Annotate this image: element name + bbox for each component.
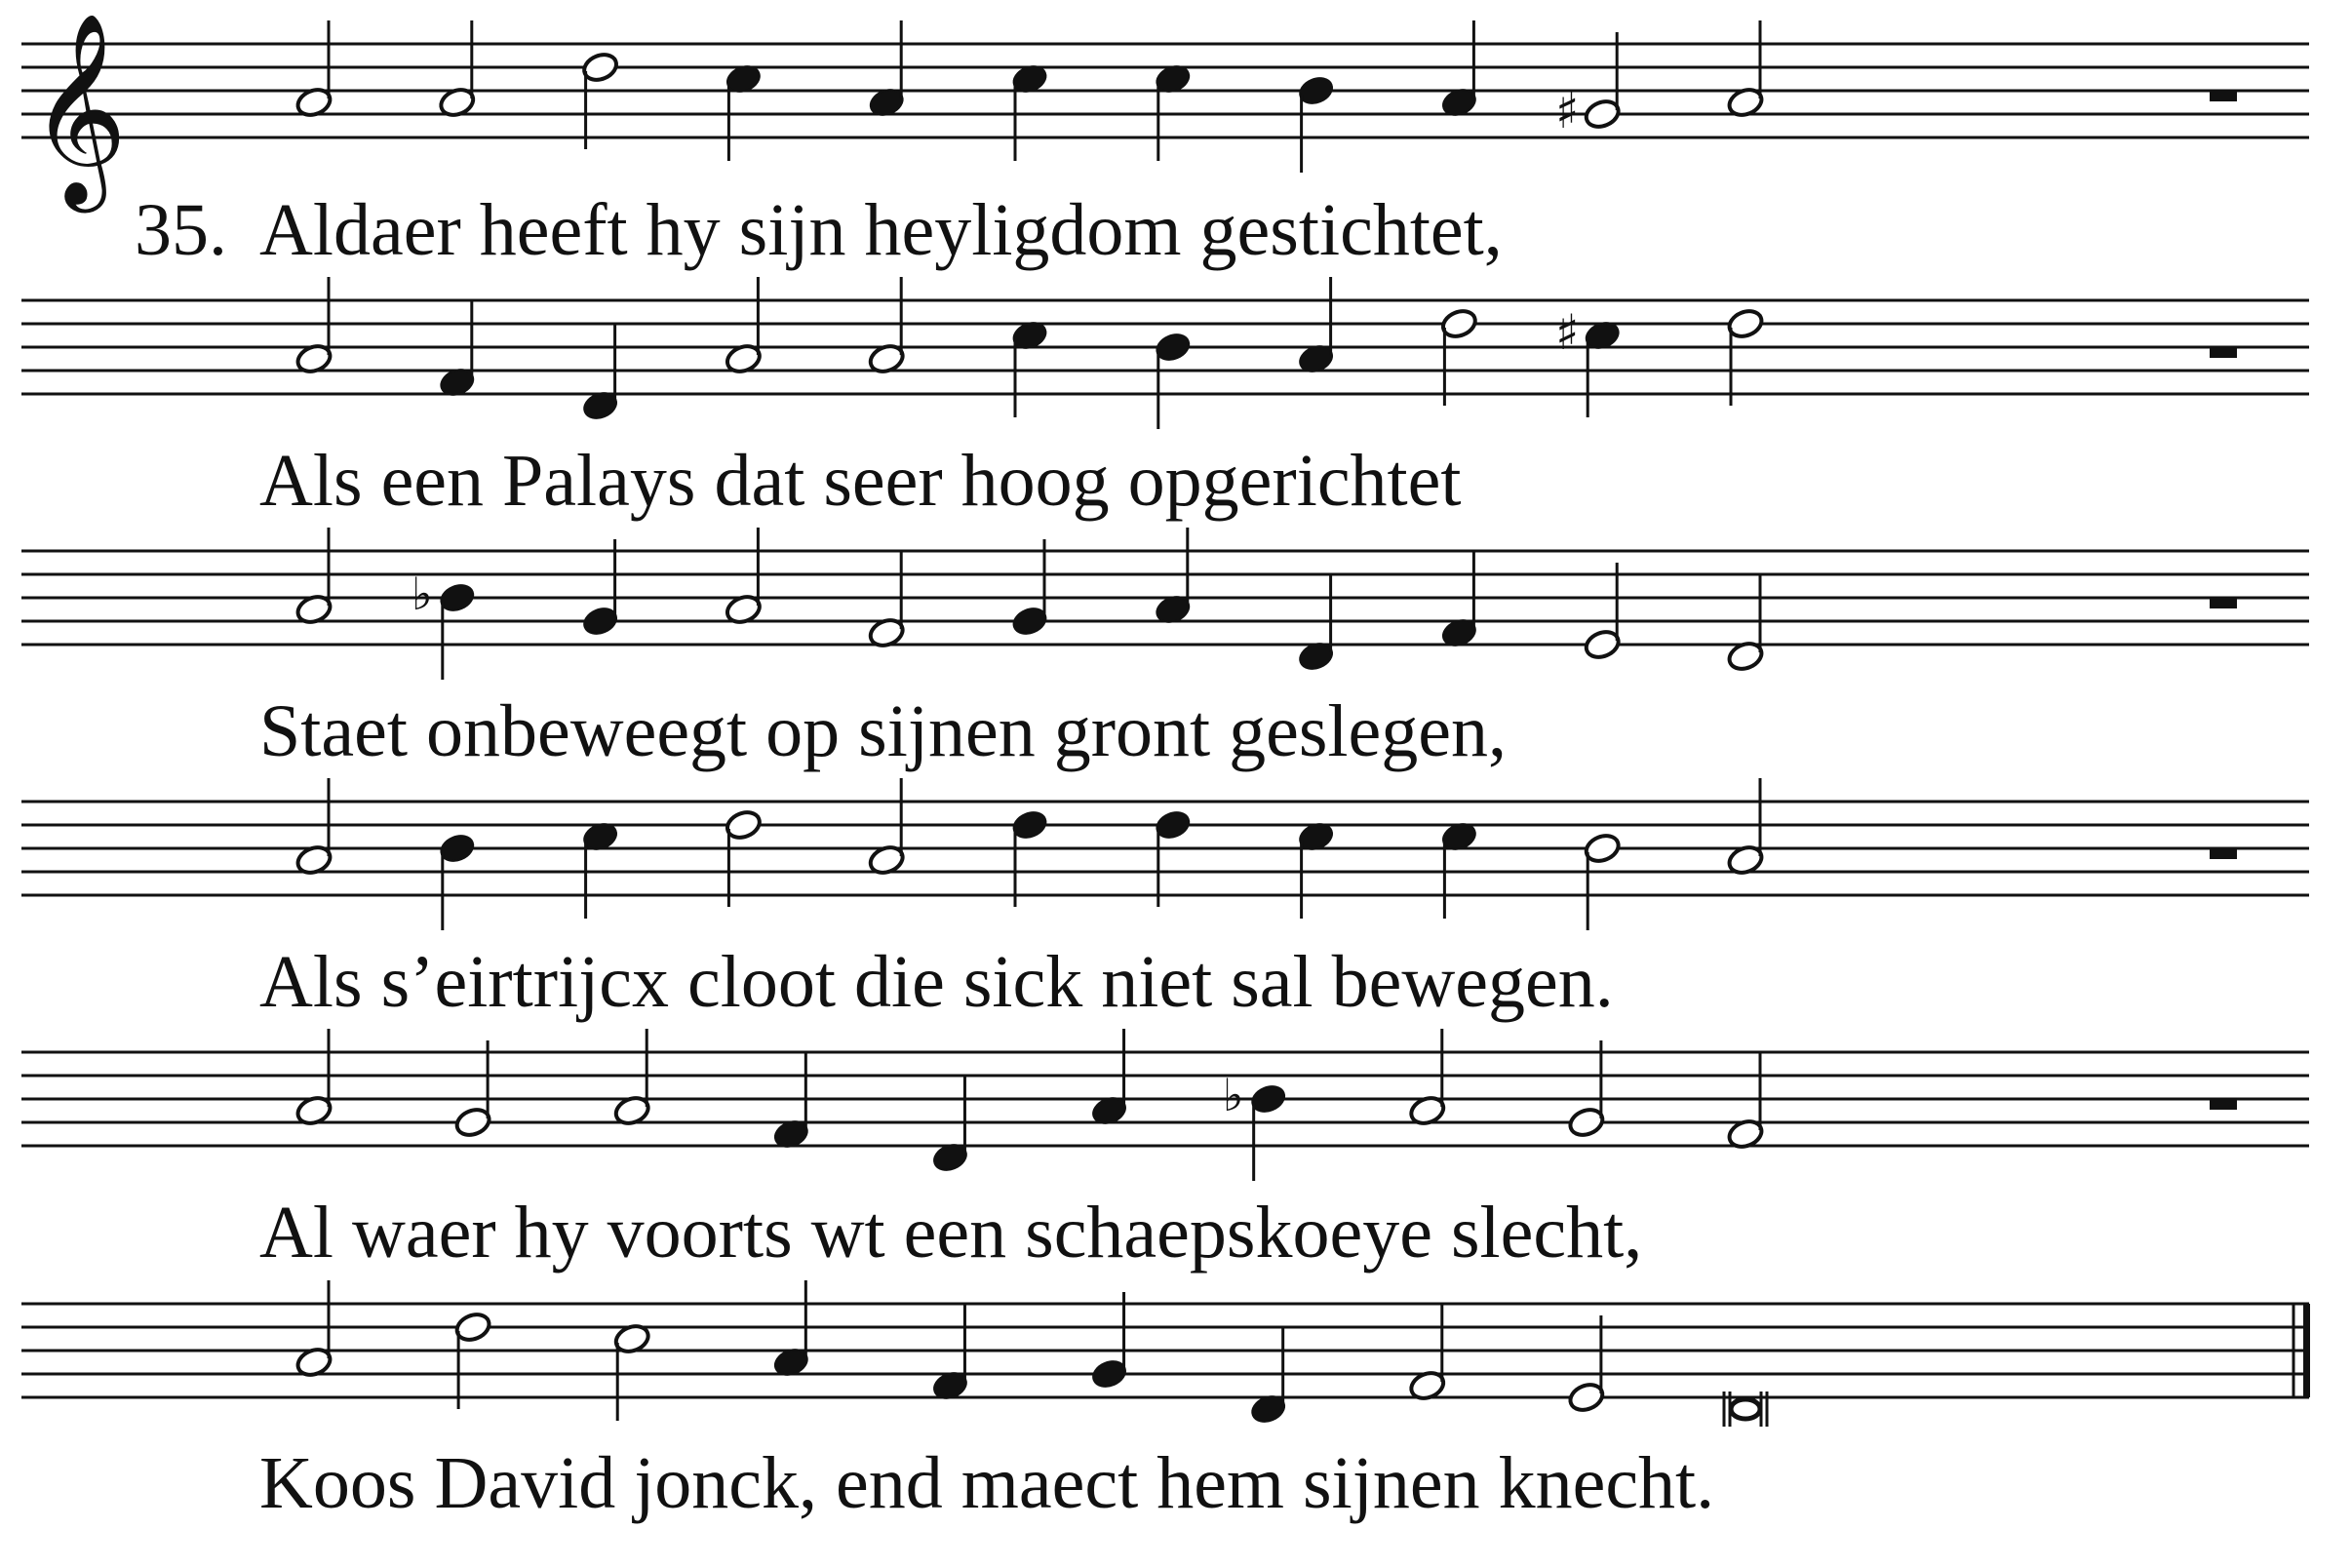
note (930, 1076, 970, 1174)
note (1296, 74, 1336, 173)
note (294, 1280, 334, 1379)
note (1726, 1052, 1766, 1151)
note (1010, 539, 1050, 638)
note (612, 1029, 652, 1127)
staff-system-3 (21, 528, 2309, 680)
note (294, 277, 334, 375)
note (1555, 304, 1622, 417)
rest-icon (2210, 847, 2237, 859)
note (867, 778, 907, 877)
note (867, 277, 907, 375)
note (294, 528, 334, 626)
note (1010, 808, 1050, 907)
note (1726, 20, 1766, 119)
note (1726, 574, 1766, 673)
note (1583, 832, 1623, 930)
verse-number: 35. (135, 189, 227, 271)
lyric-line-5: Al waer hy voorts wt een schaepskoeye slecht, (259, 1192, 1643, 1274)
note (724, 277, 764, 375)
flat-icon: ♭ (1222, 1069, 1244, 1121)
sharp-icon: ♯ (1555, 304, 1580, 361)
sharp-icon: ♯ (1555, 83, 1580, 139)
note (724, 808, 764, 907)
staff-system-5 (21, 1029, 2309, 1181)
final-barline-icon (2303, 1304, 2310, 1397)
note (1154, 528, 1194, 626)
note (453, 1040, 493, 1139)
note (438, 832, 478, 930)
flat-icon: ♭ (411, 568, 433, 620)
staff-system-1 (21, 12, 2309, 213)
rest-icon (2210, 346, 2237, 358)
note (1296, 277, 1336, 375)
note (771, 1052, 811, 1151)
note (294, 1029, 334, 1127)
note (1154, 808, 1194, 907)
note (1439, 307, 1479, 406)
note (1089, 1029, 1129, 1127)
staff-system-4 (21, 778, 2309, 930)
notehead-breve (1731, 1399, 1760, 1419)
note (867, 551, 907, 649)
lyric-line-2: Als een Palays dat seer hoog opgerichtet (259, 440, 1462, 522)
rest-icon (2210, 597, 2237, 608)
note (1223, 1069, 1288, 1181)
note (453, 1311, 493, 1409)
staff-system-6 (21, 1280, 2310, 1427)
note (438, 300, 478, 399)
rest-icon (2210, 90, 2237, 101)
note (580, 820, 620, 919)
note (1296, 574, 1336, 673)
note (580, 539, 620, 638)
treble-clef-icon: 𝄞 (29, 12, 128, 205)
note (771, 1280, 811, 1379)
note (1296, 820, 1336, 919)
note (1089, 1292, 1129, 1391)
note (294, 778, 334, 877)
note (1154, 62, 1194, 161)
note (1408, 1304, 1448, 1402)
note (1439, 820, 1479, 919)
note (1154, 331, 1194, 429)
lyric-line-4: Als s’eirtrijcx cloot die sick niet sal bewegen. (259, 941, 1614, 1023)
note (294, 20, 334, 119)
note (1248, 1327, 1288, 1426)
note (867, 20, 907, 119)
note (612, 1322, 652, 1421)
note (1567, 1315, 1607, 1414)
note (724, 62, 764, 161)
note (1726, 778, 1766, 877)
note (1583, 563, 1623, 661)
note (438, 20, 478, 119)
lyric-line-6: Koos David jonck, end maect hem sijnen knecht. (259, 1442, 1715, 1524)
note (1439, 551, 1479, 649)
note (930, 1304, 970, 1402)
note (1726, 307, 1766, 406)
note (724, 528, 764, 626)
lyric-line-1: Aldaer heeft hy sijn heyligdom gestichtet, (259, 189, 1503, 271)
note (580, 51, 620, 149)
note (412, 568, 477, 680)
note (1010, 62, 1050, 161)
staff-system-2 (21, 277, 2309, 429)
note (1439, 20, 1479, 119)
note (1408, 1029, 1448, 1127)
note (1567, 1040, 1607, 1139)
lyric-line-3: Staet onbeweegt op sijnen gront geslegen, (259, 690, 1508, 772)
note (1555, 32, 1622, 139)
note (580, 324, 620, 422)
rest-icon (2210, 1098, 2237, 1110)
note (1010, 319, 1050, 417)
